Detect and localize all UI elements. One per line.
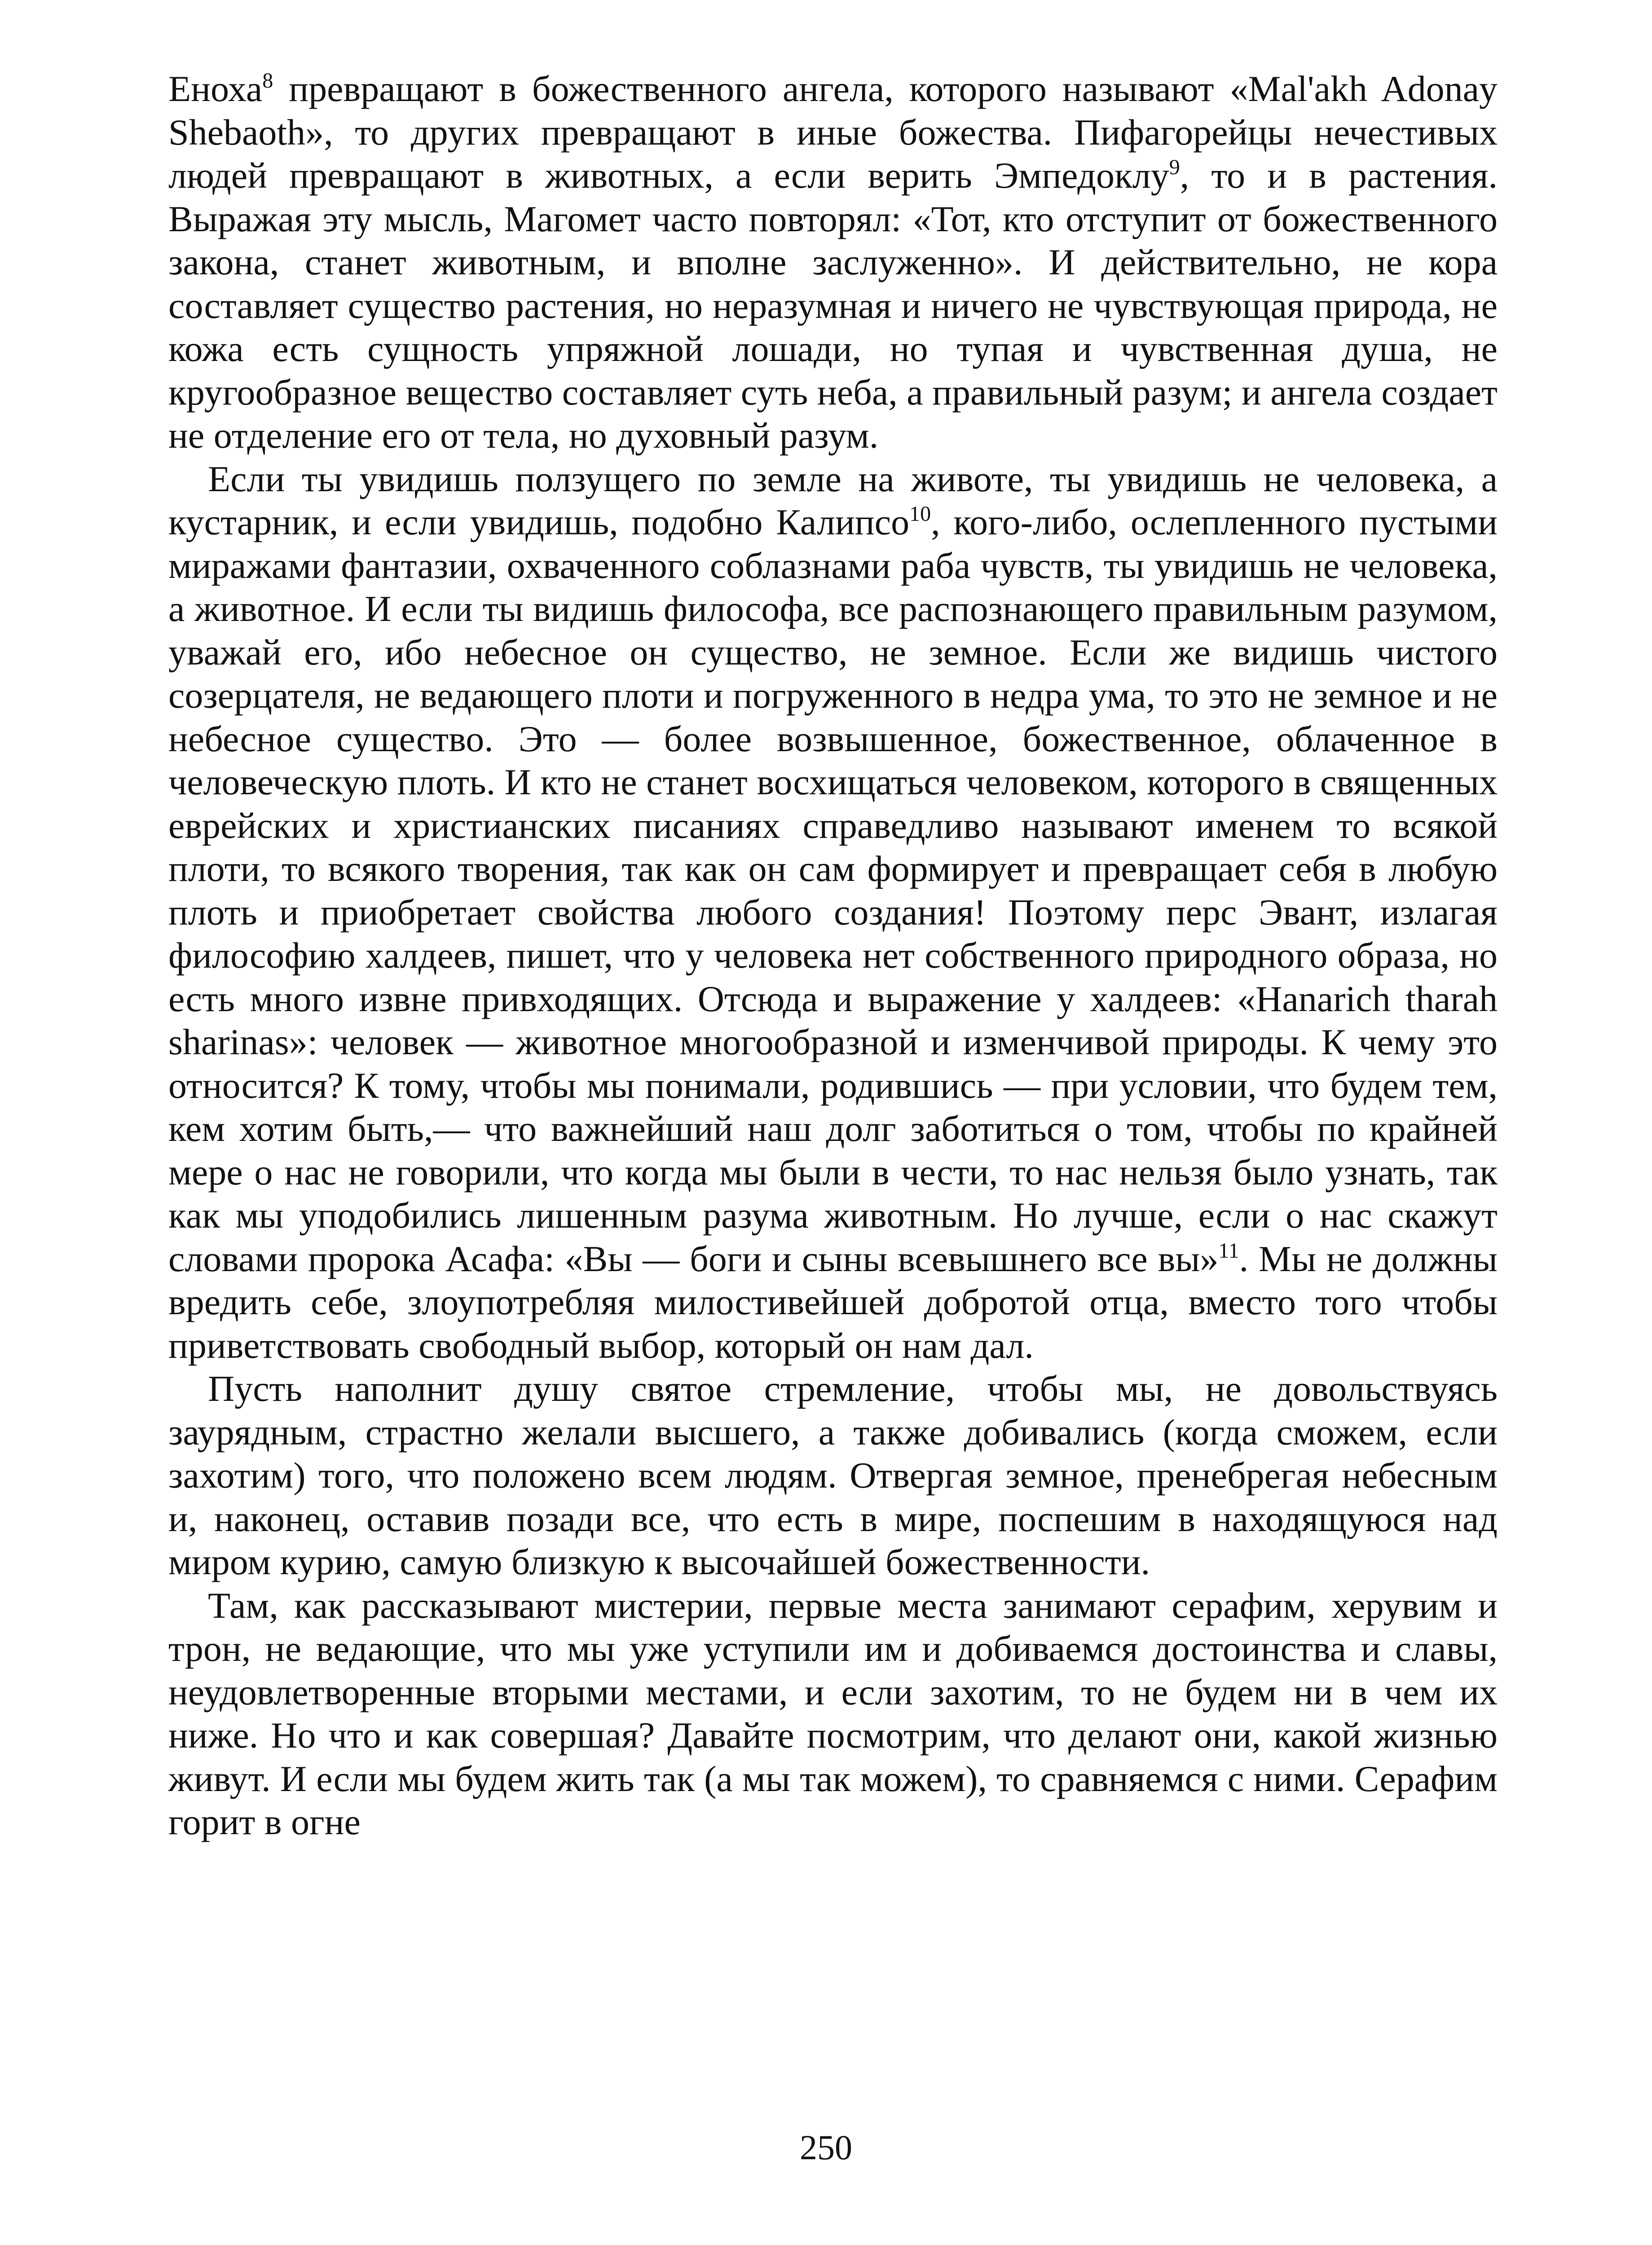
footnote-marker: 10 bbox=[909, 502, 931, 526]
text-segment: Еноха bbox=[168, 68, 263, 109]
text-segment: Там, как рассказывают мистерии, первые места занимают серафим, херувим и трон, не ведающие, что мы уже уступили им и добиваемся достоинства и славы, неудовлетворенные вторыми местами, и если захотим, то не будем ни в чем их ниже. Но что и как совершая? Давайте посмотрим, что делают они, какой жизнью живут. И если мы будем жить так (а мы так можем), то сравняемся с ними. Серафим горит в огне bbox=[168, 1585, 1498, 1842]
text-segment: превращают в божественного ангела, которого называют «Mal'akh Adonay Shebaoth», то других превращают в иные божества. Пифагорейцы нечестивых людей превращают в животных, а если верить Эмпедоклу bbox=[168, 68, 1498, 196]
text-segment: . Мы не должны вредить себе, злоупотребляя милостивейшей добротой отца, вместо того чтобы приветствовать свободный выбор, который он нам дал. bbox=[168, 1238, 1498, 1366]
text-segment: , то и в растения. Выражая эту мысль, Магомет часто повторял: «Тот, кто отступит от божественного закона, станет животным, и вполне заслуженно». И действительно, не кора составляет существо растения, но неразумная и ничего не чувствующая природа, не кожа есть сущность упряжной лошади, но тупая и чувственная душа, не кругообразное вещество составляет суть неба, а правильный разум; и ангела создает не отделение его от тела, но духовный разум. bbox=[168, 155, 1498, 456]
paragraph-2 bbox=[168, 458, 1498, 1368]
page-body bbox=[168, 67, 1498, 1844]
text-segment: Если ты увидишь ползущего по земле на животе, ты увидишь не человека, а кустарник, и если увидишь, подобно Калипсо bbox=[168, 458, 1498, 542]
footnote-marker: 8 bbox=[262, 69, 273, 92]
paragraph-4 bbox=[168, 1584, 1498, 1844]
footnote-marker: 11 bbox=[1218, 1238, 1239, 1263]
page-number: 250 bbox=[800, 2128, 852, 2167]
text-segment: , кого-либо, ослепленного пустыми миражами фантазии, охваченного соблазнами раба чувств, ты увидишь не человека, а животное. И если ты видишь философа, все распознающего правильным разумом, уважай его, ибо небесное он существо, не земное. Если же видишь чистого созерцателя, не ведающего плоти и погруженного в недра ума, то это не земное и не небесное существо. Это — более возвышенное, божественное, облаченное в человеческую плоть. И кто не станет восхищаться человеком, которого в священных еврейских и христианских писаниях справедливо называют именем то всякой плоти, то всякого творения, так как он сам формирует и превращает себя в любую плоть и приобретает свойства любого создания! Поэтому перс Эвант, излагая философию халдеев, пишет, что у человека нет собственного природного образа, но есть много извне привходящих. Отсюда и выражение у халдеев: «Hanarich tharah sharinas»: человек — животное многообразной и изменчивой природы. К чему это относится? К тому, чтобы мы понимали, родившись — при условии, что будем тем, кем хотим быть,— что важнейший наш долг заботиться о том, чтобы по крайней мере о нас не говорили, что когда мы были в чести, то нас нельзя было узнать, так как мы уподобились лишенным разума животным. Но лучше, если о нас скажут словами пророка Асафа: «Вы — боги и сыны всевышнего все вы» bbox=[168, 502, 1498, 1279]
footnote-marker: 9 bbox=[1169, 155, 1180, 179]
text-segment: Пусть наполнит душу святое стремление, чтобы мы, не довольствуясь заурядным, страстно желали высшего, а также добивались (когда сможем, если захотим) того, что положено всем людям. Отвергая земное, пренебрегая небесным и, наконец, оставив позади все, что есть в мире, поспешим в находящуюся над миром курию, самую близкую к высочайшей божественности. bbox=[168, 1368, 1498, 1582]
paragraph-1 bbox=[168, 67, 1498, 458]
paragraph-3 bbox=[168, 1367, 1498, 1584]
